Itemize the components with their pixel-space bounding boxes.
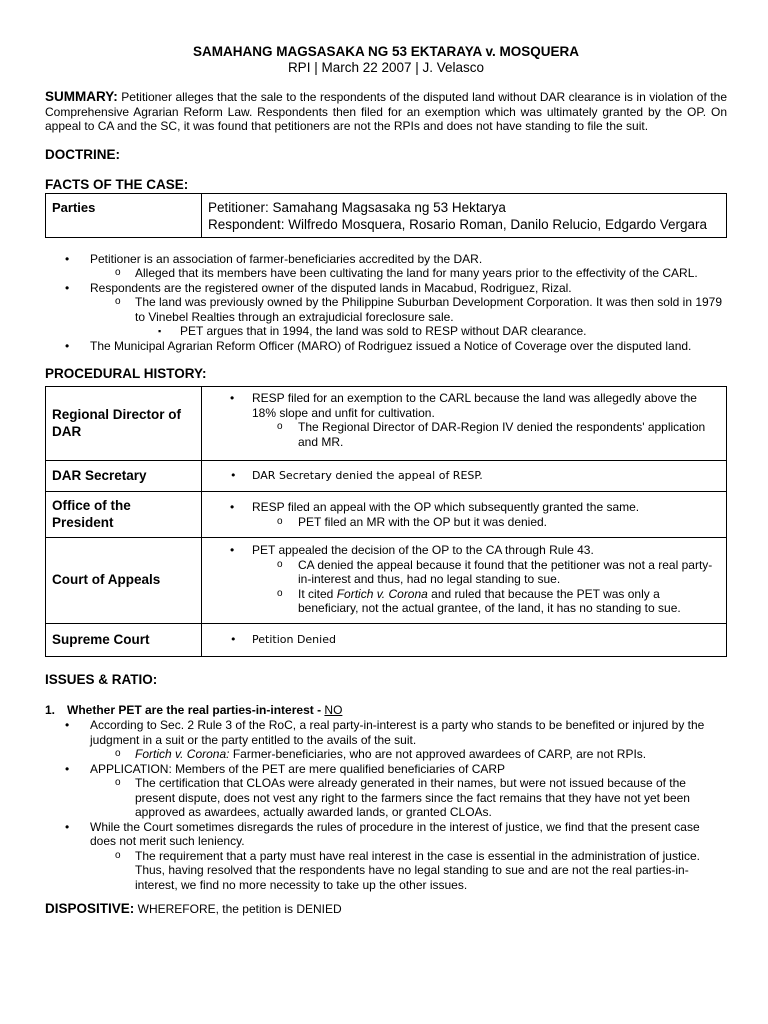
list-item: ▪ PET argues that in 1994, the land was sold to RESP without DAR clearance. — [45, 324, 727, 339]
row-content — [202, 387, 727, 461]
respondent-line: Respondent: Wilfredo Mosquera, Rosario Roman, Danilo Relucio, Edgardo Vergara — [208, 216, 708, 232]
document-page — [45, 43, 727, 917]
issue-question: 1. Whether PET are the real parties-in-interest - NO — [45, 703, 343, 717]
row-label: Supreme Court — [46, 624, 202, 657]
row-content — [202, 492, 727, 538]
parties-table — [45, 193, 727, 238]
summary-label: SUMMARY: — [45, 89, 118, 104]
list-item: o Alleged that its members have been cultivating the land for many years prior to the effectivity of the CARL. — [45, 266, 727, 281]
list-item: o It cited Fortich v. Corona and ruled that because the PET was only a beneficiary, not the actual grantee, of the land, it has no standing to sue. — [202, 587, 720, 616]
list-item: • PET appealed the decision of the OP to the CA through Rule 43. — [202, 543, 720, 558]
procedural-heading: PROCEDURAL HISTORY: — [45, 366, 207, 381]
row-content — [202, 624, 727, 657]
table-row — [46, 461, 727, 492]
case-subtitle: RPI | March 22 2007 | J. Velasco — [287, 60, 485, 75]
dispositive-paragraph — [45, 901, 727, 917]
list-item: o PET filed an MR with the OP but it was denied. — [202, 515, 720, 530]
row-label: Office of the President — [46, 492, 202, 538]
list-item: • According to Sec. 2 Rule 3 of the RoC, a real party-in-interest is a party who stands to be benefited or injured by the judgment in a suit or the party entitled to the avails of the suit. — [45, 718, 727, 747]
row-content — [202, 461, 727, 492]
table-row — [46, 492, 727, 538]
list-item: • DAR Secretary denied the appeal of RESP. — [202, 469, 720, 484]
list-item: o The requirement that a party must have real interest in the case is essential in the administration of justice. Thus, having resolved that the respondents have no legal standing to sue and are not the real parties-in-interest, we find no more necessity to take up the other issues. — [45, 849, 727, 893]
list-item: • Petition Denied — [202, 633, 720, 648]
list-item: • The Municipal Agrarian Reform Officer (MARO) of Rodriguez issued a Notice of Coverage over the disputed land. — [45, 339, 727, 354]
issue-number: 1. — [45, 703, 56, 717]
list-item: • While the Court sometimes disregards the rules of procedure in the interest of justice, we find that the present case does not merit such leniency. — [45, 820, 727, 849]
issues-heading: ISSUES & RATIO: — [45, 672, 158, 687]
table-row — [46, 387, 727, 461]
summary-text: Petitioner alleges that the sale to the respondents of the disputed land without DAR clearance is in violation of the Comprehensive Agrarian Reform Law. Respondents then filed for an exemption which was ultimately granted by the OP. On appeal to CA and the SC, it was found that petitioners are not the RPIs and does not have standing to file the suit. — [45, 90, 727, 133]
list-item: • Respondents are the registered owner of the disputed lands in Macabud, Rodriguez, Rizal. — [45, 281, 727, 296]
table-row — [46, 538, 727, 624]
parties-content — [202, 193, 727, 237]
list-item: • RESP filed for an exemption to the CARL because the land was allegedly above the 18% slope and unfit for cultivation. — [202, 391, 720, 420]
list-item: o Fortich v. Corona: Farmer-beneficiaries, who are not approved awardees of CARP, are not RPIs. — [45, 747, 727, 762]
facts-heading: FACTS OF THE CASE: — [45, 176, 189, 192]
list-item: o CA denied the appeal because it found that the petitioner was not a real party-in-interest and thus, had no legal standing to sue. — [202, 558, 720, 587]
table-row — [46, 624, 727, 657]
list-item: o The certification that CLOAs were already generated in their names, but were not issued because of the present dispute, does not vest any right to the farmers since the fact remains that they have not yet been approved as awardees, actually awarded lands, or granted CLOAs. — [45, 776, 727, 820]
dispositive-text: WHEREFORE, the petition is DENIED — [134, 902, 342, 916]
list-item: o The Regional Director of DAR-Region IV denied the respondents' application and MR. — [202, 420, 720, 449]
list-item: • Petitioner is an association of farmer-beneficiaries accredited by the DAR. — [45, 252, 727, 267]
parties-label: Parties — [46, 193, 202, 237]
issue-answer: NO — [324, 703, 343, 717]
case-title: SAMAHANG MAGSASAKA NG 53 EKTARAYA v. MOSQUERA — [192, 44, 580, 59]
row-label: DAR Secretary — [46, 461, 202, 492]
issues-list — [45, 718, 727, 892]
list-item: o The land was previously owned by the Philippine Suburban Development Corporation. It was then sold in 1979 to Vinebel Realties through an extrajudicial foreclosure sale. — [45, 295, 727, 324]
dispositive-label: DISPOSITIVE: — [45, 901, 135, 916]
facts-list — [45, 252, 727, 354]
row-label: Regional Director of DAR — [46, 387, 202, 461]
procedural-table — [45, 386, 727, 657]
doctrine-heading: DOCTRINE: — [45, 146, 120, 162]
row-label: Court of Appeals — [46, 538, 202, 624]
list-item: • APPLICATION: Members of the PET are mere qualified beneficiaries of CARP — [45, 762, 727, 777]
row-content — [202, 538, 727, 624]
summary-paragraph — [45, 90, 727, 134]
list-item: • RESP filed an appeal with the OP which subsequently granted the same. — [202, 500, 720, 515]
petitioner-line: Petitioner: Samahang Magsasaka ng 53 Hektarya — [208, 199, 506, 215]
